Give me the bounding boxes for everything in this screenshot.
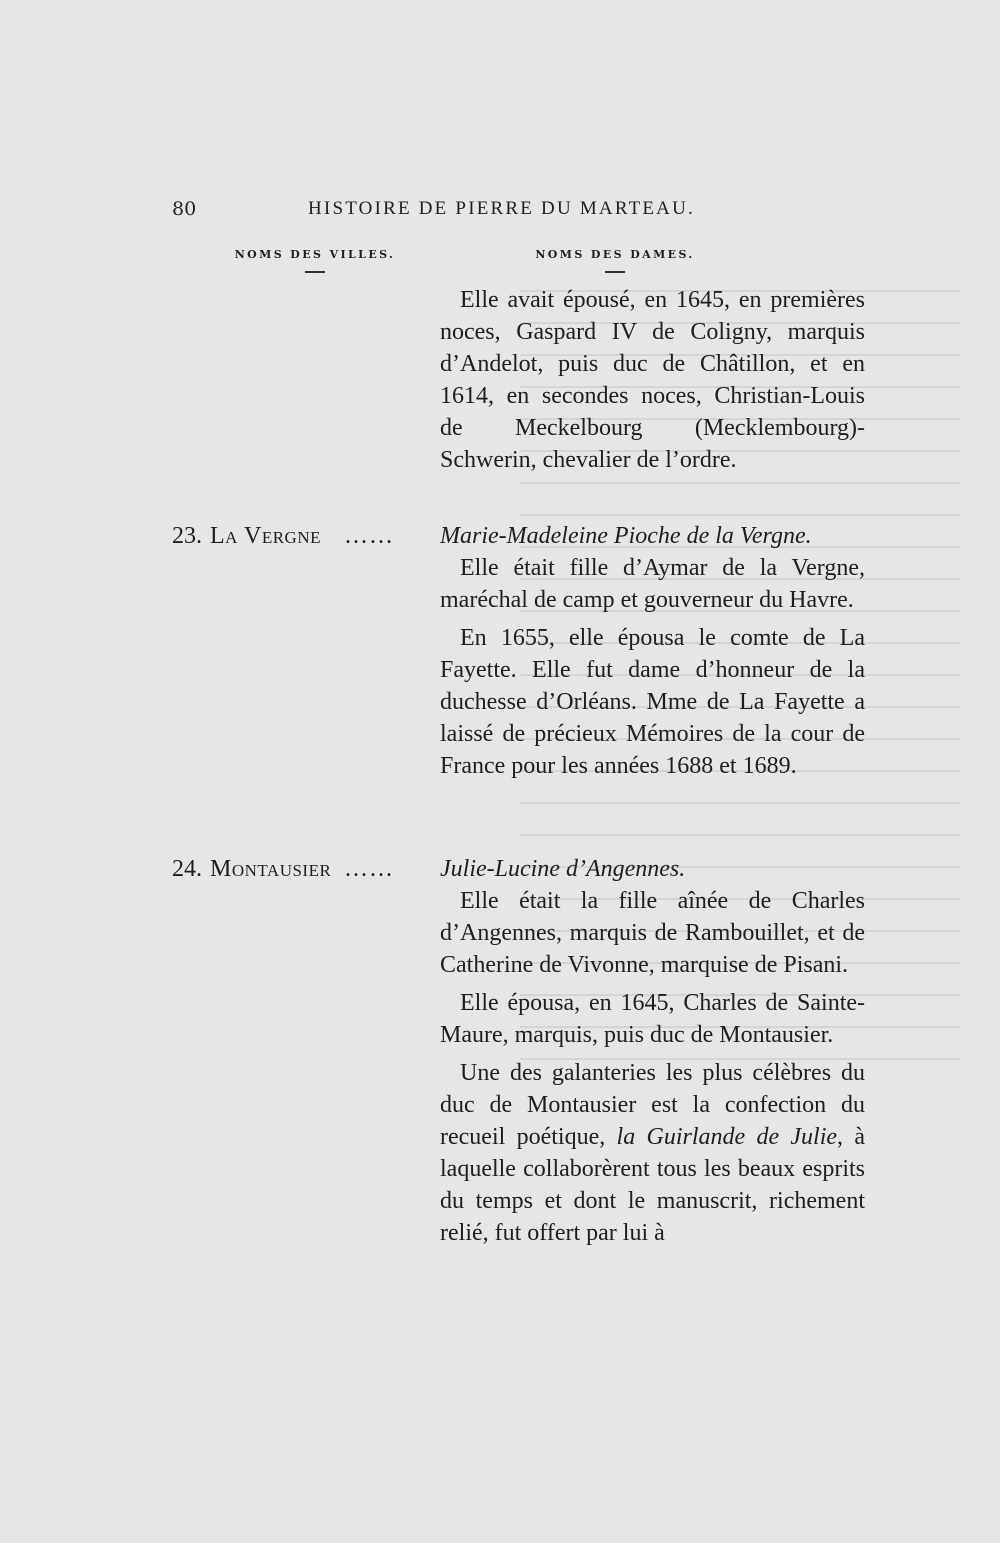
entry-number: 24. (172, 856, 202, 882)
running-head (172, 198, 732, 228)
column-header-villes-label: NOMS DES VILLES. (234, 248, 396, 261)
column-header-dames (530, 248, 700, 273)
entry-paragraph: Elle était la fille aînée de Charles d’Angennes, marquis de Rambouillet, et de Catherine de Vivonne, marquise de Pisani. (440, 888, 865, 978)
entry-paragraph (440, 1057, 865, 1249)
entry-paragraph: Elle était fille d’Aymar de la Vergne, maréchal de camp et gouverneur du Havre. (440, 555, 865, 613)
entry-paragraph: Elle épousa, en 1645, Charles de Sainte-Maure, marquis, puis duc de Montausier. (440, 990, 865, 1048)
column-header-dash (305, 271, 325, 273)
running-title: HISTOIRE DE PIERRE DU MARTEAU. (308, 198, 695, 219)
entry-lady-name: Julie-Lucine d’Angennes. (440, 856, 686, 882)
continuation-block (440, 284, 865, 476)
entry-body (440, 885, 865, 1249)
page-number: 80 (172, 198, 197, 220)
entry-23 (172, 520, 872, 779)
entry-leader-dots: …… (344, 856, 394, 882)
column-header-villes (230, 248, 400, 273)
entry-24 (172, 853, 872, 1246)
entry-leader-dots: …… (344, 523, 394, 549)
paragraph-text: Une des galanteries les plus célèbres du duc de Montausier est la confection du recueil poétique, (440, 1060, 865, 1150)
continuation-paragraph: Elle avait épousé, en 1645, en premières noces, Gaspard IV de Coligny, marquis d’Andelot, puis duc de Châtillon, et en 1614, en secondes noces, Christian-Louis de Meckelbourg (Mecklembourg)-Schwerin, chevalier de l’ordre. (440, 287, 865, 473)
work-title: la Guirlande de Julie (616, 1124, 838, 1150)
entry-heading (172, 853, 872, 885)
entry-number: 23. (172, 523, 202, 549)
entry-city: Montausier (210, 856, 332, 882)
entry-lady-name: Marie-Madeleine Pioche de la Vergne. (440, 523, 812, 549)
entry-paragraph: En 1655, elle épousa le comte de La Fayette. Elle fut dame d’honneur de la duchesse d’Orléans. Mme de La Fayette a laissé de précieux Mémoires de la cour de France pour les années 1688 et 1689. (440, 625, 865, 779)
entry-heading (172, 520, 872, 552)
column-header-dames-label: NOMS DES DAMES. (535, 248, 695, 261)
column-header-dash (605, 271, 625, 273)
entry-body (440, 552, 865, 782)
paragraph-text: , à laquelle collaborèrent tous les beaux esprits du temps et dont le manuscrit, richement relié, fut offert par lui à (440, 1124, 865, 1246)
entry-city: La Vergne (210, 523, 321, 549)
